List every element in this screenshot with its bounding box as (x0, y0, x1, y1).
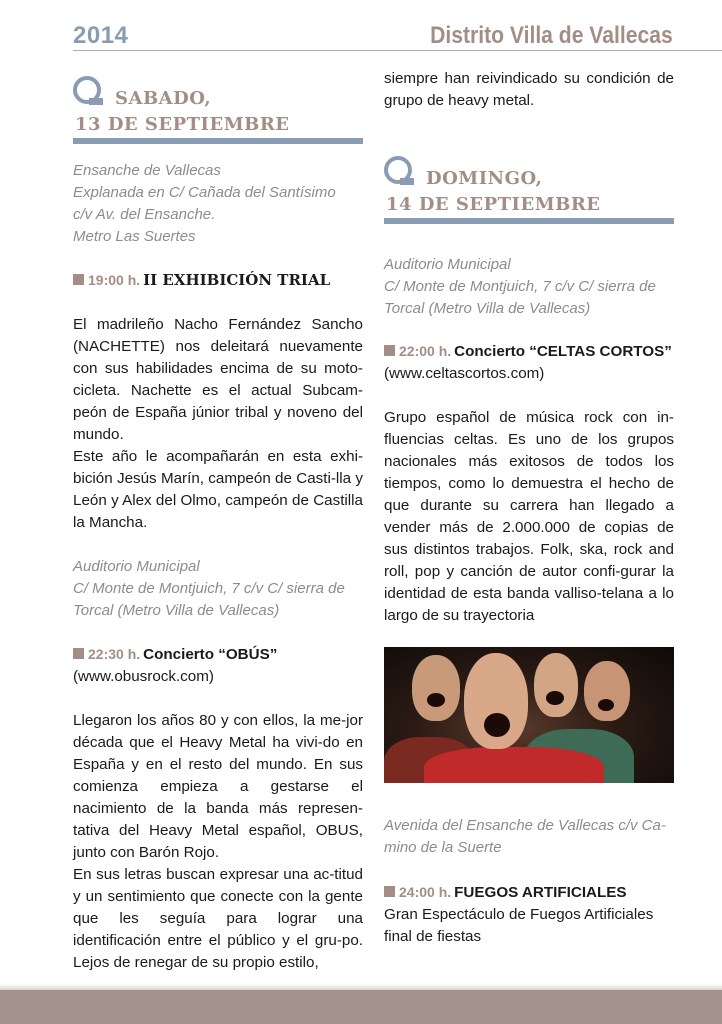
photo-shape (534, 653, 578, 717)
event-time: 22:30 h. (88, 646, 141, 662)
event-title: Concierto “CELTAS CORTOS” (454, 343, 672, 360)
header-rule (73, 50, 722, 51)
event-time: 22:00 h. (399, 343, 452, 359)
photo-shape (584, 661, 630, 721)
event-obus-text-2: En sus letras buscan expresar una ac-titud y un sentimiento que conecte con la gente que les seguía para lograr una identificación entre el público y el gru-po. Lejos de renegar de su propio estilo, (73, 866, 363, 971)
bullet-square-icon (73, 274, 84, 285)
heading-bar (384, 218, 674, 224)
header-district: Distrito Villa de Vallecas (430, 22, 673, 49)
sunday-heading (384, 148, 674, 216)
venue-line: Torcal (Metro Villa de Vallecas) (73, 602, 280, 619)
venue-line: C/ Monte de Montjuich, 7 c/v C/ sierra de (384, 278, 656, 295)
event-trial-text-1: El madrileño Nacho Fernández Sancho (NACHETTE) nos deleitará nuevamente con sus habilidades encima de su moto-cicleta. Nachette es el actual Subcam-peón de España júnior tribal y noveno del mundo. (73, 316, 363, 443)
event-obus-text-1: Llegaron los años 80 y con ellos, la me-jor década que el Heavy Metal ha vivi-do en España y en el resto del mundo. En sus comienza empieza a gestarse el nacimiento de la banda más represen-tativa del Heavy Metal español, OBUS, junto con Barón Rojo. (73, 712, 363, 861)
sunday-venue-2 (384, 815, 674, 859)
venue-line: Auditorio Municipal (384, 256, 511, 273)
event-time: 19:00 h. (88, 272, 141, 288)
venue-line: C/ Monte de Montjuich, 7 c/v C/ sierra de (73, 580, 345, 597)
venue-line: Ensanche de Vallecas (73, 162, 221, 179)
event-trial (73, 269, 363, 292)
sunday-day: DOMINGO, (426, 168, 543, 189)
event-obus (73, 643, 363, 666)
saturday-day: SABADO, (115, 88, 212, 109)
photo-shape (427, 693, 445, 707)
saturday-heading (73, 68, 363, 136)
event-title: II EXHIBICIÓN TRIAL (143, 271, 331, 289)
photo-shape (546, 691, 564, 705)
event-obus-url: (www.obusrock.com) (73, 668, 214, 685)
venue-line: Avenida del Ensanche de Vallecas c/v Ca- (384, 817, 666, 834)
event-celtas-url: (www.celtascortos.com) (384, 365, 545, 382)
event-celtas-text: Grupo español de música rock con in-fluencias celtas. Es uno de los grupos nacionales más exitosos de todos los tiempos, como lo demuestra el hecho de que durante su carrera han llegado a vender más de 2.000.000 de copias de sus distintos trabajos. Folk, ska, rock and roll, pop y canción de autor confi-gurar la identidad de esta banda valliso-telana a lo largo de su trayectoria (384, 409, 674, 624)
photo-shape (412, 655, 460, 721)
event-fireworks-text-2: final de fiestas (384, 928, 482, 945)
venue-line: c/v Av. del Ensanche. (73, 206, 216, 223)
bullet-square-icon (384, 345, 395, 356)
circle-icon (73, 76, 101, 104)
sunday-venue-1 (384, 254, 674, 320)
bullet-square-icon (73, 648, 84, 659)
saturday-date: 13 DE SEPTIEMBRE (75, 114, 290, 135)
circle-icon (384, 156, 412, 184)
saturday-venue-2 (73, 556, 363, 622)
page-header (73, 22, 673, 50)
saturday-venue-1 (73, 160, 363, 248)
sunday-date: 14 DE SEPTIEMBRE (386, 194, 601, 215)
venue-line: Torcal (Metro Villa de Vallecas) (384, 300, 591, 317)
event-celtas (384, 340, 674, 363)
band-photo (384, 647, 674, 783)
venue-line: Metro Las Suertes (73, 228, 196, 245)
photo-shape (484, 713, 510, 737)
left-column (73, 68, 363, 974)
footer-band (0, 990, 722, 1024)
event-fireworks-text-1: Gran Espectáculo de Fuegos Artificiales (384, 906, 654, 923)
right-column (384, 68, 674, 948)
venue-line: Explanada en C/ Cañada del Santísimo (73, 184, 336, 201)
heading-bar (73, 138, 363, 144)
venue-line: Auditorio Municipal (73, 558, 200, 575)
header-year: 2014 (73, 22, 129, 49)
photo-shape (598, 699, 614, 711)
event-time: 24:00 h. (399, 884, 452, 900)
photo-shape (424, 747, 604, 783)
bullet-square-icon (384, 886, 395, 897)
event-title: FUEGOS ARTIFICIALES (454, 884, 627, 901)
continuation-text: siempre han reivindicado su condición de grupo de heavy metal. (384, 70, 674, 109)
event-fireworks (384, 881, 674, 904)
event-title: Concierto “OBÚS” (143, 646, 278, 663)
venue-line: mino de la Suerte (384, 839, 502, 856)
event-trial-text-2: Este año le acompañarán en esta exhi-bición Jesús Marín, campeón de Casti-lla y León y Alex del Olmo, campeón de Castilla la Mancha. (73, 448, 363, 531)
